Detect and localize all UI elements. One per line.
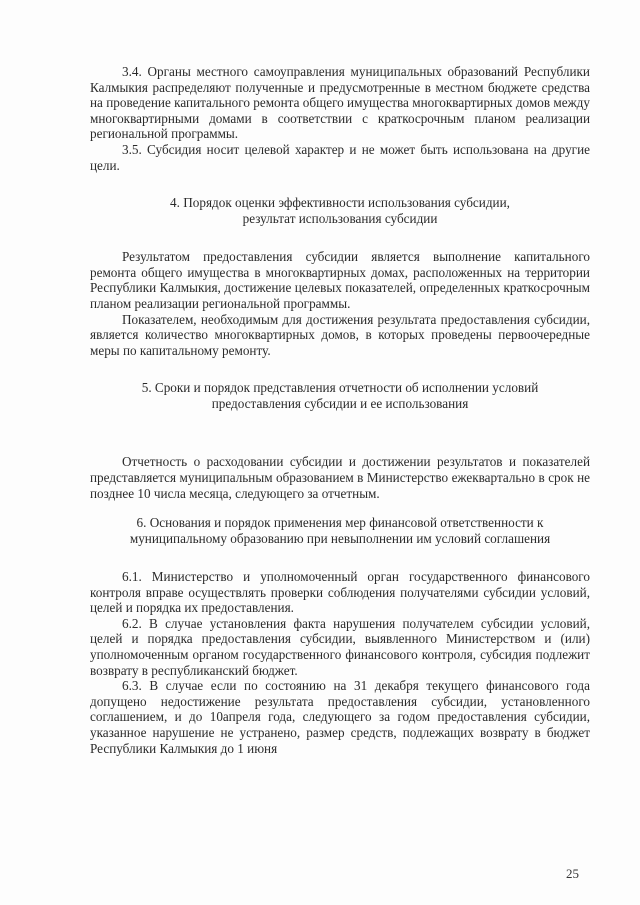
section-5-heading-line-2: предоставления субсидии и ее использования [211, 396, 469, 412]
paragraph-6-3: 6.3. В случае если по состоянию на 31 декабря текущего финансового года допущено недостижение результата предоставления субсидии, установленного соглашением, и до 10апреля года, следующего за годом предоставления субсидии, указанное нарушение не устранено, размер средств, подлежащих возврату в бюджет Республики Калмыкия до 1 июня [90, 678, 590, 756]
section-4-heading [90, 195, 590, 227]
paragraph-3-5: 3.5. Субсидия носит целевой характер и не может быть использована на другие цели. [90, 141, 590, 173]
section-5-heading-line-1: 5. Сроки и порядок представления отчетности об исполнении условий [141, 380, 539, 396]
section-4-heading-line-1: 4. Порядок оценки эффективности использования субсидии, [170, 195, 510, 211]
section-4-paragraph-1: Результатом предоставления субсидии является выполнение капитального ремонта общего имущества в многоквартирных домах, расположенных на территории Республики Калмыкия, достижение целевых показателей, определенных краткосрочным планом реализации региональной программы. [90, 249, 590, 311]
paragraph-3-4: 3.4. Органы местного самоуправления муниципальных образований Республики Калмыкия распределяют полученные и предусмотренные в местном бюджете средства на проведение капитального ремонта общего имущества многоквартирных домов между многоквартирными домами в соответствии с краткосрочным планом реализации региональной программы. [90, 64, 590, 142]
section-6-heading [90, 515, 590, 547]
section-6-heading-line-2: муниципальному образованию при невыполнении им условий соглашения [129, 531, 551, 547]
section-4-heading-line-2: результат использования субсидии [242, 211, 438, 227]
section-6-heading-line-1: 6. Основания и порядок применения мер финансовой ответственности к [136, 515, 544, 531]
paragraph-6-2: 6.2. В случае установления факта нарушения получателем субсидии условий, целей и порядка предоставления субсидии, выявленного Министерством и (или) уполномоченным органом государственного финансового контроля, субсидия подлежит возврату в республиканский бюджет. [90, 615, 590, 678]
page-number: 25 [566, 866, 579, 881]
paragraph-6-1: 6.1. Министерство и уполномоченный орган государственного финансового контроля вправе осуществлять проверки соблюдения получателями субсидии условий, целей и порядка их предоставления. [90, 569, 590, 616]
document-body [90, 64, 590, 756]
section-4-paragraph-2: Показателем, необходимым для достижения результата предоставления субсидии, является количество многоквартирных домов, в которых проведены первоочередные меры по капитальному ремонту. [90, 311, 590, 358]
section-5-paragraph: Отчетность о расходовании субсидии и достижении результатов и показателей представляется муниципальным образованием в Министерство ежеквартально в срок не позднее 10 числа месяца, следующего за отчетным. [90, 454, 590, 501]
section-5-heading [90, 380, 590, 412]
